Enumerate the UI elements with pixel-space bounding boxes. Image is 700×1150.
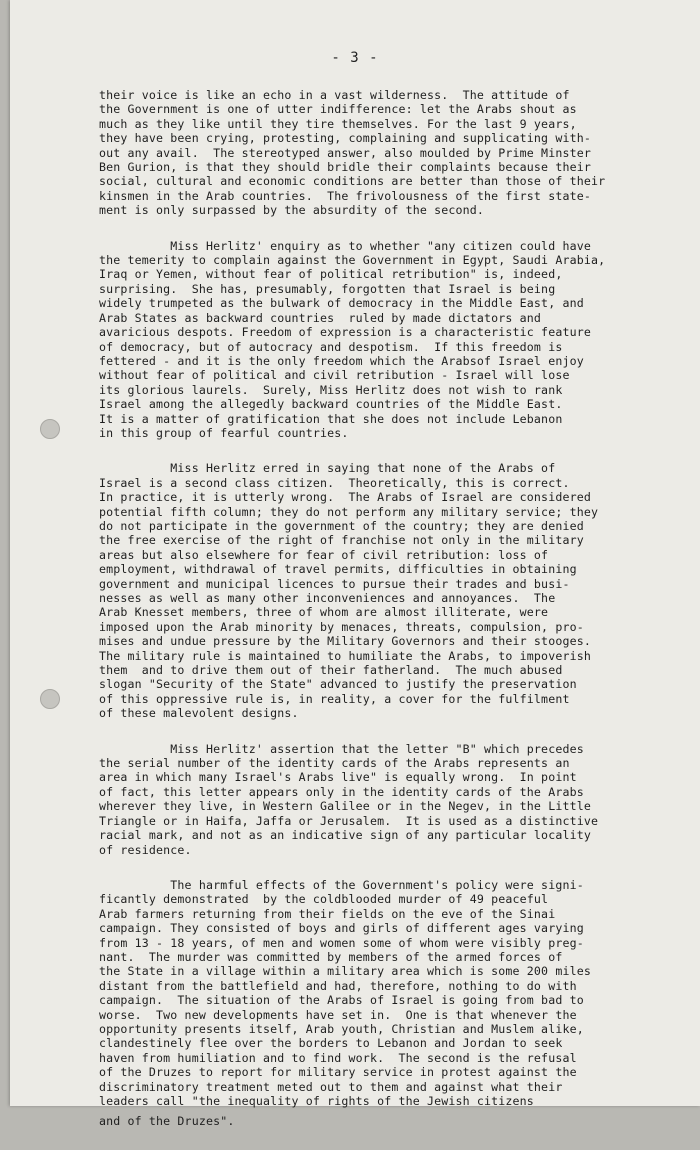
text-line: mises and undue pressure by the Military Governors and their stooges.: [99, 634, 591, 649]
text-line: widely trumpeted as the bulwark of democracy in the Middle East, and: [99, 296, 584, 311]
text-line: potential fifth column; they do not perform any military service; they: [99, 504, 599, 519]
text-line: do not participate in the government of the country; they are denied: [99, 518, 584, 533]
punch-hole-upper: [40, 419, 60, 439]
text-line: distant from the battlefield and had, therefore, nothing to do with: [99, 978, 577, 993]
text-line: clandestinely flee over the borders to Lebanon and Jordan to seek: [99, 1036, 563, 1051]
text-line: the temerity to complain against the Government in Egypt, Saudi Arabia,: [99, 253, 606, 268]
text-line: campaign. They consisted of boys and girls of different ages varying: [99, 921, 584, 936]
text-line: Arab States as backward countries ruled by made dictators and: [99, 310, 542, 325]
text-line: area in which many Israel's Arabs live" is equally wrong. In point: [99, 770, 577, 785]
text-line: worse. Two new developments have set in. One is that whenever the: [99, 1007, 577, 1022]
text-line: much as they like until they tire themselves. For the last 9 years,: [99, 116, 577, 131]
text-line: It is a matter of gratification that she does not include Lebanon: [99, 411, 563, 426]
text-line: them and to drive them out of their fatherland. The much abused: [99, 663, 563, 678]
text-line: the serial number of the identity cards of the Arabs represents an: [99, 756, 570, 771]
text-line: Triangle or in Haifa, Jaffa or Jerusalem. It is used as a distinctive: [99, 813, 599, 828]
paragraph-3: [99, 461, 693, 720]
text-line: surprising. She has, presumably, forgotten that Israel is being: [99, 281, 556, 296]
text-line: leaders call "the inequality of rights of the Jewish citizens: [99, 1094, 534, 1108]
text-line: of residence.: [99, 842, 192, 857]
text-line: fettered - and it is the only freedom which the Arabsof Israel enjoy: [99, 353, 584, 368]
text-line: of the Druzes to report for military service in protest against the: [99, 1065, 577, 1080]
text-line: The harmful effects of the Government's policy were signi-: [99, 877, 584, 892]
text-line: Arab farmers returning from their fields on the eve of the Sinai: [99, 906, 556, 921]
paragraph-5: [99, 878, 693, 1129]
text-line: Miss Herlitz' enquiry as to whether "any citizen could have: [99, 238, 591, 253]
text-line: discriminatory treatment meted out to them and against what their: [99, 1079, 563, 1094]
text-line: of fact, this letter appears only in the identity cards of the Arabs: [99, 784, 584, 799]
text-line: social, cultural and economic conditions are better than those of their: [99, 174, 606, 189]
text-line: avaricious despots. Freedom of expression is a characteristic feature: [99, 325, 591, 340]
text-line: Ben Gurion, is that they should bridle their complaints because their: [99, 160, 591, 175]
text-line: employment, withdrawal of travel permits, difficulties in obtaining: [99, 562, 577, 577]
paragraph-4: [99, 742, 693, 857]
text-line: nant. The murder was committed by members of the armed forces of: [99, 949, 563, 964]
text-line: Israel among the allegedly backward countries of the Middle East.: [99, 397, 563, 412]
punch-hole-lower: [40, 689, 60, 709]
text-line: without fear of political and civil retribution - Israel will lose: [99, 368, 570, 383]
text-line: their voice is like an echo in a vast wilderness. The attitude of: [99, 88, 570, 102]
text-line: Israel is a second class citizen. Theoretically, this is correct.: [99, 475, 570, 490]
text-line: haven from humiliation and to find work. The second is the refusal: [99, 1050, 577, 1065]
text-line: of this oppressive rule is, in reality, a cover for the fulfilment: [99, 691, 570, 706]
text-line: nesses as well as many other inconveniences and annoyances. The: [99, 591, 556, 605]
text-line: opportunity presents itself, Arab youth, Christian and Muslem alike,: [99, 1021, 584, 1036]
text-line: areas but also elsewhere for fear of civil retribution: loss of: [99, 547, 549, 562]
text-line: ficantly demonstrated by the coldblooded murder of 49 peaceful: [99, 892, 549, 907]
text-line: the Government is one of utter indifference: let the Arabs shout as: [99, 102, 577, 117]
paragraph-1: [99, 88, 693, 218]
text-line: and of the Druzes".: [99, 1114, 235, 1129]
text-line: Miss Herlitz erred in saying that none of the Arabs of: [99, 461, 556, 476]
text-line: campaign. The situation of the Arabs of Israel is going from bad to: [99, 993, 584, 1008]
paragraph-2: [99, 239, 693, 441]
text-line: of democracy, but of autocracy and despotism. If this freedom is: [99, 339, 563, 354]
text-line: The military rule is maintained to humiliate the Arabs, to impoverish: [99, 648, 591, 663]
text-line: racial mark, and not as an indicative sign of any particular locality: [99, 828, 591, 843]
text-line: of these malevolent designs.: [99, 706, 299, 721]
text-line: the State in a village within a military area which is some 200 miles: [99, 964, 591, 979]
text-line: its glorious laurels. Surely, Miss Herlitz does not wish to rank: [99, 382, 563, 397]
text-line: wherever they live, in Western Galilee or in the Negev, in the Little: [99, 799, 591, 814]
page-number: - 3 -: [331, 50, 379, 66]
text-line: Arab Knesset members, three of whom are almost illiterate, were: [99, 605, 549, 620]
text-line: from 13 - 18 years, of men and women some of whom were visibly preg-: [99, 935, 584, 950]
text-line: out any avail. The stereotyped answer, also moulded by Prime Minster: [99, 145, 591, 160]
text-line: government and municipal licences to pursue their trades and busi-: [99, 576, 570, 591]
text-line: the free exercise of the right of franchise not only in the military: [99, 533, 584, 548]
text-line: ment is only surpassed by the absurdity of the second.: [99, 203, 485, 218]
text-line: imposed upon the Arab minority by menaces, threats, compulsion, pro-: [99, 619, 584, 634]
text-line: kinsmen in the Arab countries. The frivolousness of the first state-: [99, 188, 591, 203]
text-line: they have been crying, protesting, complaining and supplicating with-: [99, 131, 591, 146]
text-line: slogan "Security of the State" advanced to justify the preservation: [99, 677, 577, 692]
document-page: [10, 0, 700, 1129]
text-line: Miss Herlitz' assertion that the letter "B" which precedes: [99, 741, 584, 756]
text-line: In practice, it is utterly wrong. The Arabs of Israel are considered: [99, 490, 591, 505]
letter-body: [99, 88, 693, 1150]
text-line: in this group of fearful countries.: [99, 425, 349, 440]
text-line: Iraq or Yemen, without fear of political retribution" is, indeed,: [99, 267, 563, 282]
